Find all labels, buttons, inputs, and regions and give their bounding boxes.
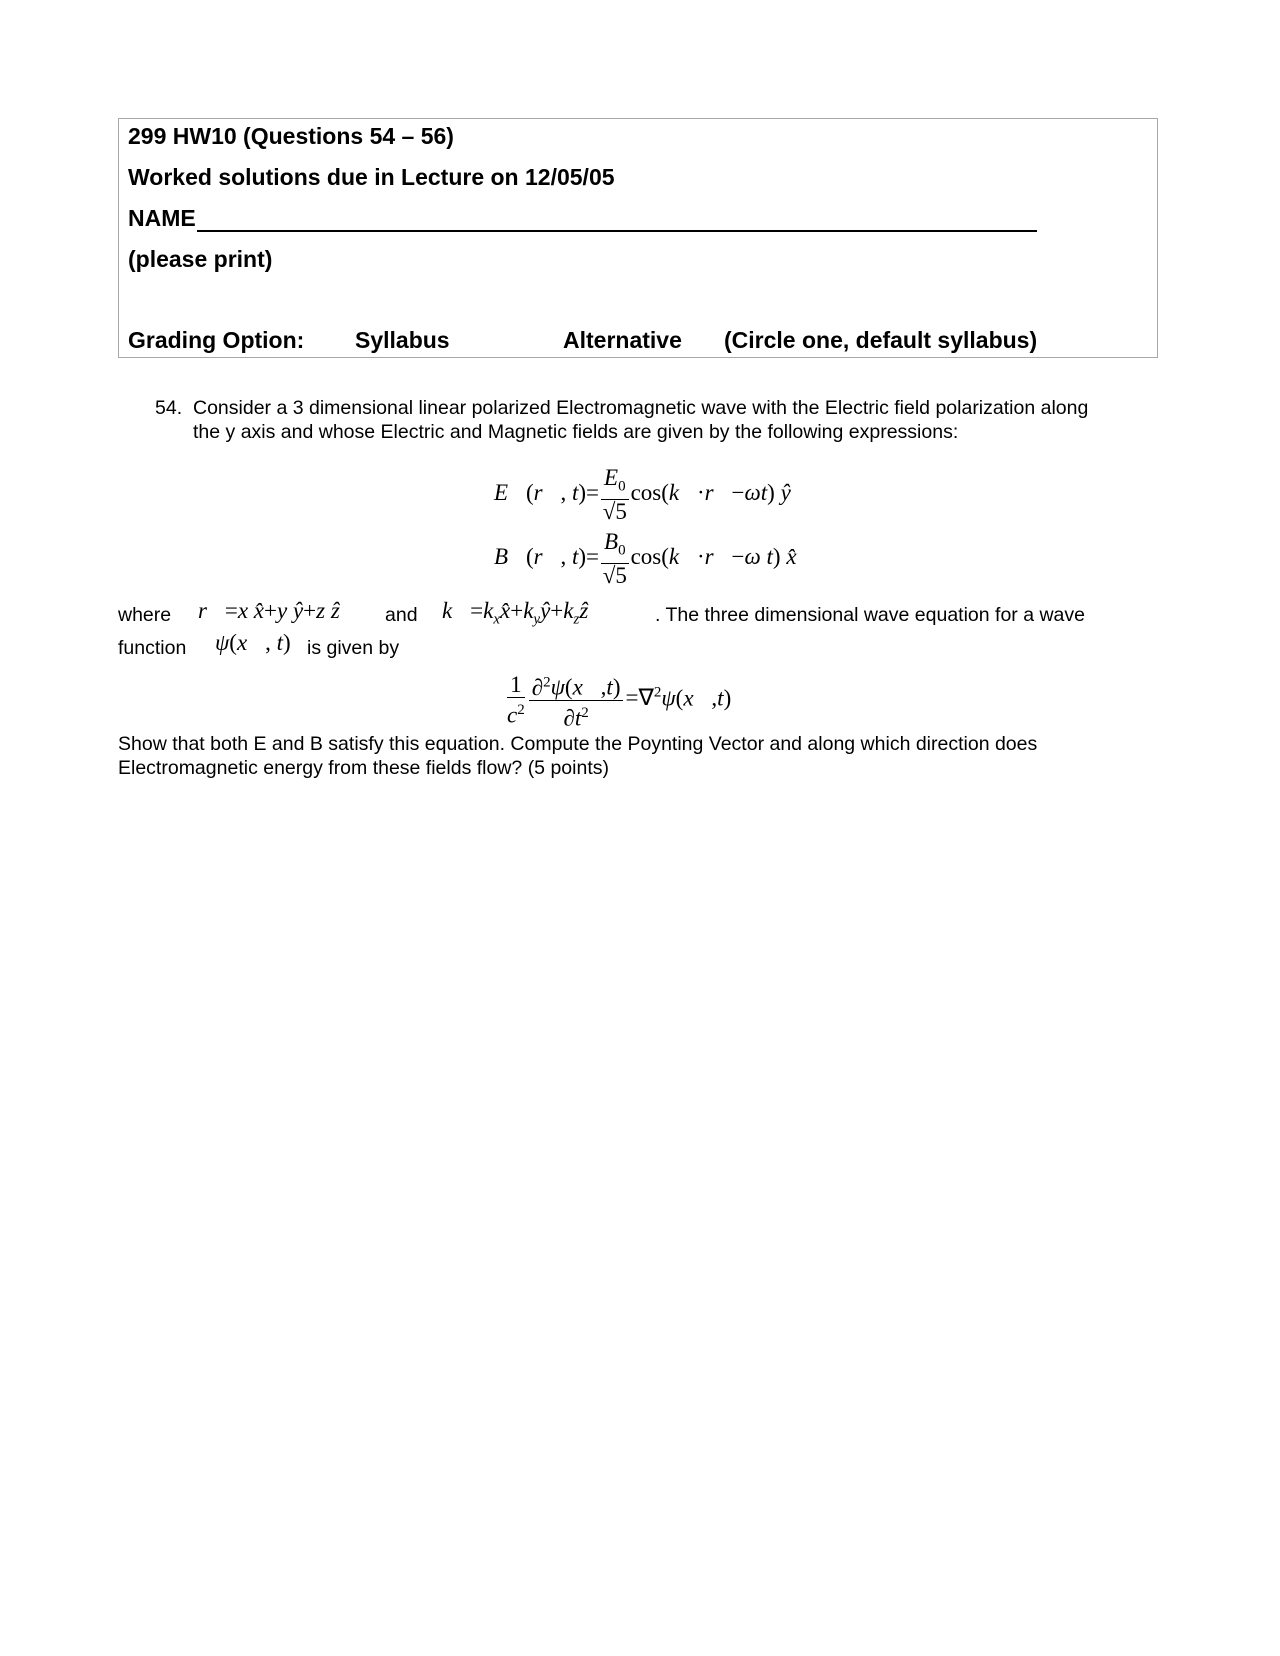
function-label: function [118,637,187,659]
question-number: 54. [155,397,183,419]
grading-option-alternative[interactable]: Alternative [563,327,682,353]
homework-title: 299 HW10 (Questions 54 – 56) [128,123,454,149]
and-label: and [385,604,418,626]
name-underline[interactable] [197,208,1037,232]
question-text-line-1: Consider a 3 dimensional linear polarized Electromagnetic wave with the Electric field polarization along [193,397,1089,419]
header-box [118,118,1158,358]
task-text-line-1: Show that both E and B satisfy this equation. Compute the Poynting Vector and along which direction does [118,733,1038,755]
wave-equation: $\frac{1}{c^2}$ $\frac{\partial^2\psi(x⃗,t)}{\partial t^2}$ =∇$^2$ψ(x⃗,t) [507,671,732,731]
question-text-line-2: the y axis and whose Electric and Magnetic fields are given by the following expressions: [193,421,959,443]
position-vector-definition: r⃗=x x̂+y ŷ+z ẑ [198,598,340,623]
grading-option-note: (Circle one, default syllabus) [724,327,1038,353]
given-by-label: is given by [307,637,400,659]
grading-option-row [128,327,1148,357]
task-text-line-2: Electromagnetic energy from these fields flow? (5 points) [118,757,609,779]
where-label: where [118,604,172,626]
wave-vector-definition: $k⃗=k_xx̂+k_yŷ+k_zẑ$ [442,598,589,628]
wave-function-symbol: ψ(x⃗, t) [215,630,291,655]
electric-field-equation: E⃗(r⃗, t)= $\frac{E_0}{√5}$ cos(k⃗·r⃗−ωt) ŷ [494,465,791,524]
due-date-line: Worked solutions due in Lecture on 12/05/05 [128,164,615,190]
grading-option-syllabus[interactable]: Syllabus [355,327,450,353]
magnetic-field-equation: B⃗(r⃗, t)= $\frac{B_0}{√5}$ cos(k⃗·r⃗−ω t) x̂ [494,529,797,588]
wave-equation-intro: . The three dimensional wave equation for a wave [655,604,1085,626]
print-note: (please print) [128,246,273,272]
name-label: NAME [128,205,196,231]
name-field-line [128,205,1037,232]
grading-option-label: Grading Option: [128,327,305,353]
